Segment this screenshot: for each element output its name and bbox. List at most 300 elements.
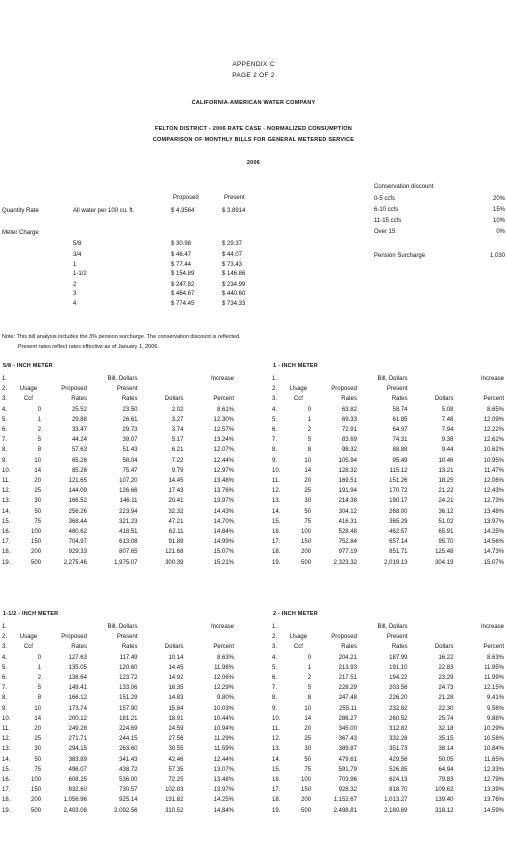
row-number: 17. xyxy=(272,787,281,794)
table-row xyxy=(2,405,234,415)
table-cell: 12.43% xyxy=(483,488,504,495)
table-cell: 244.15 xyxy=(119,736,138,743)
header-cell: Increase xyxy=(480,376,504,382)
note-line-1: Note: This bill analysis includes the 3% pension surcharge. The conservation discount is reflected. xyxy=(2,334,241,340)
header-cell: Proposed xyxy=(331,634,357,641)
table-cell: 1,975.07 xyxy=(114,559,138,566)
header-cell xyxy=(311,622,357,632)
quantity-rate-label: Quantity Rate xyxy=(2,208,39,214)
table-cell: 14.43% xyxy=(213,508,234,515)
table-cell: 752.84 xyxy=(338,539,357,546)
header-cell xyxy=(286,374,311,384)
table-cell: 263.60 xyxy=(119,746,138,753)
table-cell: 27.56 xyxy=(168,736,184,743)
table-cell: 169.51 xyxy=(338,478,357,485)
table-cell: 98.32 xyxy=(341,447,357,454)
header-cell: Usage xyxy=(19,386,38,393)
meter-size: 3 xyxy=(73,291,77,297)
row-number: 17. xyxy=(272,539,281,546)
header-cell: Proposed xyxy=(331,386,357,393)
table-cell: 75 xyxy=(304,766,312,773)
header-cell: Present xyxy=(116,634,138,641)
table-cell: 11.98% xyxy=(214,664,234,671)
header-cell xyxy=(408,622,454,632)
row-number: 19. xyxy=(2,807,11,814)
table-cell: 365.29 xyxy=(389,518,408,525)
row-number: 10. xyxy=(272,715,281,722)
header-cell: 1. xyxy=(2,376,8,382)
meter-table-title: 2 - INCH METER xyxy=(273,611,318,617)
table-cell: 21.22 xyxy=(438,488,454,495)
table-cell: 5 xyxy=(307,437,312,444)
row-number: 16. xyxy=(2,777,11,784)
table-cell: 25 xyxy=(34,488,42,495)
table-cell: 2,180.69 xyxy=(384,807,408,814)
row-number: 16. xyxy=(272,529,281,536)
quantity-rate-desc: All water per 100 cu. ft. xyxy=(73,208,135,214)
table-cell: 200 xyxy=(301,797,312,804)
table-cell: 232.82 xyxy=(389,705,408,712)
table-cell: 173.74 xyxy=(68,705,87,712)
table-cell: 50 xyxy=(34,756,42,763)
row-number: 11. xyxy=(2,726,10,733)
table-cell: 14 xyxy=(34,467,42,474)
table-cell: 807.65 xyxy=(119,549,138,556)
table-header-row xyxy=(2,642,234,652)
table-cell: 25 xyxy=(304,488,312,495)
row-number: 12. xyxy=(272,736,281,743)
table-row xyxy=(2,785,234,795)
table-row xyxy=(272,653,504,663)
header-cell xyxy=(138,622,184,632)
table-cell: 214.38 xyxy=(338,498,357,505)
table-cell: 57.63 xyxy=(71,447,87,454)
table-cell: 12.33% xyxy=(483,766,504,773)
row-number: 15. xyxy=(272,766,281,773)
row-number: 8. xyxy=(2,695,8,702)
table-cell: 13.39% xyxy=(483,787,504,794)
table-row xyxy=(272,425,504,435)
table-row xyxy=(272,775,504,785)
table-cell: 191.94 xyxy=(338,488,357,495)
table-cell: 14.25% xyxy=(483,529,504,536)
table-cell: 12.97% xyxy=(213,467,234,474)
table-cell: 228.29 xyxy=(338,685,357,692)
meter-present: $ 440.60 xyxy=(222,291,246,297)
table-row xyxy=(272,517,504,527)
table-cell: 200.12 xyxy=(68,715,87,722)
table-cell: 190.17 xyxy=(389,498,408,505)
header-cell: Rates xyxy=(391,396,408,403)
table-cell: 105.94 xyxy=(338,457,357,464)
table-cell: 75.47 xyxy=(122,467,138,474)
table-cell: 63.82 xyxy=(341,406,357,413)
table-row xyxy=(272,806,504,816)
table-cell: 115.12 xyxy=(389,467,408,474)
report-subtitle: COMPARISON OF MONTHLY BILLS FOR GENERAL METERED SERVICE xyxy=(152,137,355,143)
table-row xyxy=(2,445,234,455)
table-cell: 12.30% xyxy=(213,416,234,423)
table-cell: 17.43 xyxy=(168,488,184,495)
table-cell: 536.00 xyxy=(119,777,138,784)
table-cell: 20.41 xyxy=(168,498,184,505)
table-cell: 50 xyxy=(304,756,312,763)
table-header-row xyxy=(272,374,504,384)
table-cell: 12.07% xyxy=(213,447,234,454)
pension-surcharge-value: 1.030 xyxy=(489,253,505,259)
table-cell: 135.05 xyxy=(68,664,87,671)
table-row xyxy=(2,734,234,744)
table-cell: 30 xyxy=(34,746,42,753)
table-cell: 3.74 xyxy=(171,427,184,434)
table-cell: 14 xyxy=(304,467,312,474)
table-cell: 268.00 xyxy=(389,508,408,515)
table-cell: 139.40 xyxy=(435,797,454,804)
table-cell: 851.71 xyxy=(389,549,408,556)
header-cell xyxy=(138,632,184,642)
table-cell: 12.29% xyxy=(213,685,234,692)
table-row xyxy=(2,724,234,734)
table-cell: 30 xyxy=(304,498,312,505)
table-row xyxy=(2,755,234,765)
header-cell: 3. xyxy=(272,396,278,403)
table-cell: 12.73% xyxy=(483,498,504,505)
row-number: 15. xyxy=(2,518,11,525)
table-cell: 5.08 xyxy=(441,406,454,413)
table-row xyxy=(272,558,504,568)
table-cell: 8.63% xyxy=(216,654,234,661)
table-cell: 10 xyxy=(34,705,42,712)
header-cell: Usage xyxy=(289,634,308,641)
table-cell: 146.11 xyxy=(119,498,138,505)
table-cell: 58.74 xyxy=(392,406,408,413)
header-cell: Increase xyxy=(480,624,504,630)
table-cell: 79.83 xyxy=(438,777,454,784)
header-cell xyxy=(16,374,41,384)
table-row xyxy=(272,496,504,506)
table-cell: 255.11 xyxy=(339,705,357,712)
header-cell: Present xyxy=(116,386,138,393)
conservation-discount: 20% xyxy=(492,196,505,202)
table-cell: 818.70 xyxy=(389,787,408,794)
table-cell: 157.90 xyxy=(119,705,138,712)
table-cell: 213.93 xyxy=(338,664,357,671)
table-cell: 32.32 xyxy=(168,508,184,515)
header-cell: Rates xyxy=(341,396,357,403)
table-cell: 51.43 xyxy=(122,447,138,454)
table-cell: 247.48 xyxy=(338,695,357,702)
table-cell: 13.97% xyxy=(213,787,234,794)
table-cell: 102.03 xyxy=(165,787,184,794)
header-cell: Usage xyxy=(19,634,38,641)
table-cell: 496.07 xyxy=(68,766,87,773)
table-cell: 312.82 xyxy=(389,726,408,733)
table-cell: 144.09 xyxy=(68,488,87,495)
table-cell: 1 xyxy=(307,416,312,423)
table-cell: 36.12 xyxy=(438,508,454,515)
table-row xyxy=(272,527,504,537)
table-cell: 100 xyxy=(301,529,312,536)
table-cell: 100 xyxy=(31,777,42,784)
table-cell: 95.70 xyxy=(438,539,454,546)
appendix-title: APPENDIX C xyxy=(232,61,275,68)
header-cell: Dollars xyxy=(164,644,184,651)
table-row xyxy=(2,663,234,673)
header-cell xyxy=(408,374,454,384)
row-number: 8. xyxy=(272,695,278,702)
table-cell: 10 xyxy=(304,705,312,712)
table-cell: 429.56 xyxy=(389,756,408,763)
col-present-header: Present xyxy=(224,195,245,201)
table-cell: 10.29% xyxy=(483,726,504,733)
table-row xyxy=(2,765,234,775)
table-cell: 0 xyxy=(37,406,42,413)
bill-table xyxy=(272,374,504,568)
table-header-row xyxy=(272,642,504,652)
table-cell: 418.51 xyxy=(119,529,138,536)
table-header-row xyxy=(272,632,504,642)
table-cell: 18.91 xyxy=(168,715,184,722)
table-cell: 22.30 xyxy=(438,705,454,712)
row-number: 15. xyxy=(272,518,281,525)
row-number: 6. xyxy=(2,675,8,682)
row-number: 11. xyxy=(272,726,280,733)
table-cell: 120.60 xyxy=(119,664,138,671)
table-row xyxy=(2,704,234,714)
row-number: 4. xyxy=(2,654,8,661)
table-row xyxy=(2,775,234,785)
table-cell: 15.84 xyxy=(168,705,184,712)
table-cell: 0 xyxy=(37,654,42,661)
table-cell: 30 xyxy=(34,498,42,505)
header-cell: Rates xyxy=(391,644,408,651)
header-cell: Bill, Dollars xyxy=(377,376,408,382)
table-cell: 10.58% xyxy=(483,736,504,743)
table-cell: 1,013.27 xyxy=(384,797,408,804)
table-row xyxy=(272,744,504,754)
table-cell: 15.21% xyxy=(213,559,234,566)
table-cell: 591.79 xyxy=(338,766,357,773)
table-row xyxy=(272,673,504,683)
table-cell: 200 xyxy=(31,549,42,556)
row-number: 8. xyxy=(272,447,278,454)
table-cell: 5 xyxy=(37,437,42,444)
table-cell: 8 xyxy=(307,695,312,702)
table-cell: 0 xyxy=(307,406,312,413)
row-number: 17. xyxy=(2,787,11,794)
meter-proposed: $ 247.82 xyxy=(171,282,195,288)
header-cell xyxy=(183,632,234,642)
row-number: 4. xyxy=(2,406,8,413)
row-number: 5. xyxy=(2,664,8,671)
row-number: 13. xyxy=(272,498,281,505)
table-cell: 416.31 xyxy=(338,518,357,525)
meter-present: $ 234.99 xyxy=(222,282,246,288)
row-number: 4. xyxy=(272,406,278,413)
header-cell xyxy=(408,384,454,394)
table-cell: 150 xyxy=(301,787,312,794)
table-cell: 62.11 xyxy=(168,529,184,536)
meter-proposed: $ 774.45 xyxy=(171,301,195,307)
table-row xyxy=(2,558,234,568)
meter-size: 4 xyxy=(73,301,77,307)
header-cell xyxy=(41,374,87,384)
header-cell: Rates xyxy=(121,644,138,651)
table-cell: 479.61 xyxy=(338,756,357,763)
table-cell: 65.91 xyxy=(438,529,454,536)
table-cell: 16.22 xyxy=(438,654,454,661)
table-row xyxy=(272,537,504,547)
table-cell: 25.52 xyxy=(71,406,87,413)
table-cell: 13.97% xyxy=(213,498,234,505)
table-cell: 47.21 xyxy=(168,518,184,525)
table-cell: 14.73% xyxy=(483,549,504,556)
meter-present: $ 734.33 xyxy=(222,301,246,307)
table-cell: 2.02 xyxy=(171,406,184,413)
row-number: 19. xyxy=(2,559,11,566)
table-row xyxy=(272,663,504,673)
table-cell: 8 xyxy=(37,695,42,702)
table-cell: 294.15 xyxy=(68,746,87,753)
meter-proposed: $ 77.44 xyxy=(171,262,192,268)
header-cell: Bill, Dollars xyxy=(107,624,138,630)
table-row xyxy=(272,704,504,714)
table-cell: 14.70% xyxy=(213,518,234,525)
table-cell: 657.14 xyxy=(389,539,408,546)
table-cell: 608.25 xyxy=(68,777,87,784)
table-cell: 7.94 xyxy=(441,427,454,434)
header-cell: 2. xyxy=(2,386,8,393)
meter-charge-label: Meter Charge xyxy=(2,230,39,236)
table-cell: 226.20 xyxy=(389,695,408,702)
table-cell: 64.94 xyxy=(438,766,454,773)
table-cell: 39.07 xyxy=(122,437,138,444)
table-cell: 194.22 xyxy=(389,675,408,682)
meter-proposed: $ 154.89 xyxy=(171,271,195,277)
table-cell: 23.50 xyxy=(122,406,138,413)
table-cell: 0 xyxy=(307,654,312,661)
note-line-2: Present rates reflect rates effective as of January 1, 2006. xyxy=(18,344,159,350)
table-cell: 271.71 xyxy=(68,736,87,743)
table-cell: 462.57 xyxy=(389,529,408,536)
table-cell: 526.85 xyxy=(389,766,408,773)
table-cell: 1,056.96 xyxy=(63,797,87,804)
header-cell xyxy=(408,632,454,642)
table-row xyxy=(272,765,504,775)
table-row xyxy=(272,445,504,455)
table-cell: 72.91 xyxy=(341,427,357,434)
table-cell: 12.62% xyxy=(483,437,504,444)
table-cell: 832.60 xyxy=(68,787,87,794)
table-cell: 256.26 xyxy=(68,508,87,515)
header-cell xyxy=(138,384,184,394)
table-cell: 1 xyxy=(37,416,42,423)
row-number: 6. xyxy=(2,427,8,434)
table-cell: 166.52 xyxy=(68,498,87,505)
table-cell: 928.32 xyxy=(338,787,357,794)
table-cell: 9.38 xyxy=(441,437,454,444)
row-number: 14. xyxy=(272,756,281,763)
table-cell: 44.24 xyxy=(71,437,87,444)
table-cell: 10.95% xyxy=(483,457,504,464)
header-cell: Ccf xyxy=(293,396,303,403)
table-cell: 367.43 xyxy=(338,736,357,743)
table-cell: 14.84% xyxy=(213,807,234,814)
table-cell: 151.29 xyxy=(119,695,138,702)
meter-present: $ 44.07 xyxy=(222,252,243,258)
row-number: 13. xyxy=(2,746,11,753)
row-number: 14. xyxy=(2,508,11,515)
table-cell: 150 xyxy=(31,787,42,794)
table-cell: 29.88 xyxy=(71,416,87,423)
table-cell: 7.22 xyxy=(171,457,184,464)
table-header-row xyxy=(2,632,234,642)
table-cell: 88.88 xyxy=(392,447,408,454)
row-number: 8. xyxy=(2,447,8,454)
table-cell: 123.72 xyxy=(119,675,138,682)
table-cell: 13.48% xyxy=(213,777,234,784)
table-cell: 310.52 xyxy=(165,807,184,814)
conservation-tier: 11-15 ccfs xyxy=(374,218,402,224)
header-cell: Percent xyxy=(213,396,234,403)
table-cell: 14 xyxy=(34,715,42,722)
table-cell: 20 xyxy=(304,726,312,733)
header-cell xyxy=(453,632,504,642)
table-cell: 977.19 xyxy=(338,549,357,556)
row-number: 13. xyxy=(272,746,281,753)
header-cell: Dollars xyxy=(434,644,454,651)
table-cell: 23.29 xyxy=(438,675,454,682)
table-cell: 14.56% xyxy=(483,539,504,546)
table-cell: 368.44 xyxy=(68,518,87,525)
header-cell: Percent xyxy=(213,644,234,651)
table-cell: 25 xyxy=(304,736,312,743)
table-cell: 91.89 xyxy=(168,539,184,546)
table-row xyxy=(2,693,234,703)
table-cell: 121.68 xyxy=(165,549,184,556)
header-cell xyxy=(453,384,504,394)
table-cell: 138.64 xyxy=(68,675,87,682)
row-number: 18. xyxy=(2,549,11,556)
row-number: 10. xyxy=(2,467,11,474)
header-cell: Ccf xyxy=(293,644,303,651)
table-cell: 75 xyxy=(34,766,42,773)
meter-table-title: 1-1/2 - INCH METER xyxy=(3,611,59,617)
table-cell: 109.62 xyxy=(435,787,454,794)
table-cell: 249.28 xyxy=(68,726,87,733)
table-cell: 12.44% xyxy=(213,457,234,464)
table-cell: 224.69 xyxy=(119,726,138,733)
table-cell: 10.84% xyxy=(483,746,504,753)
table-cell: 15.07% xyxy=(213,549,234,556)
table-cell: 10.46 xyxy=(438,457,454,464)
row-number: 9. xyxy=(2,457,8,464)
table-cell: 51.02 xyxy=(438,518,454,525)
table-row xyxy=(2,415,234,425)
table-cell: 126.66 xyxy=(119,488,138,495)
row-number: 15. xyxy=(2,766,11,773)
row-number: 9. xyxy=(272,705,278,712)
table-cell: 217.51 xyxy=(338,675,357,682)
table-header-row xyxy=(272,384,504,394)
table-cell: 8.63% xyxy=(486,654,504,661)
table-cell: 151.26 xyxy=(389,478,408,485)
table-row xyxy=(2,744,234,754)
row-number: 18. xyxy=(2,797,11,804)
row-number: 5. xyxy=(2,416,8,423)
row-number: 13. xyxy=(2,498,11,505)
row-number: 11. xyxy=(272,478,280,485)
